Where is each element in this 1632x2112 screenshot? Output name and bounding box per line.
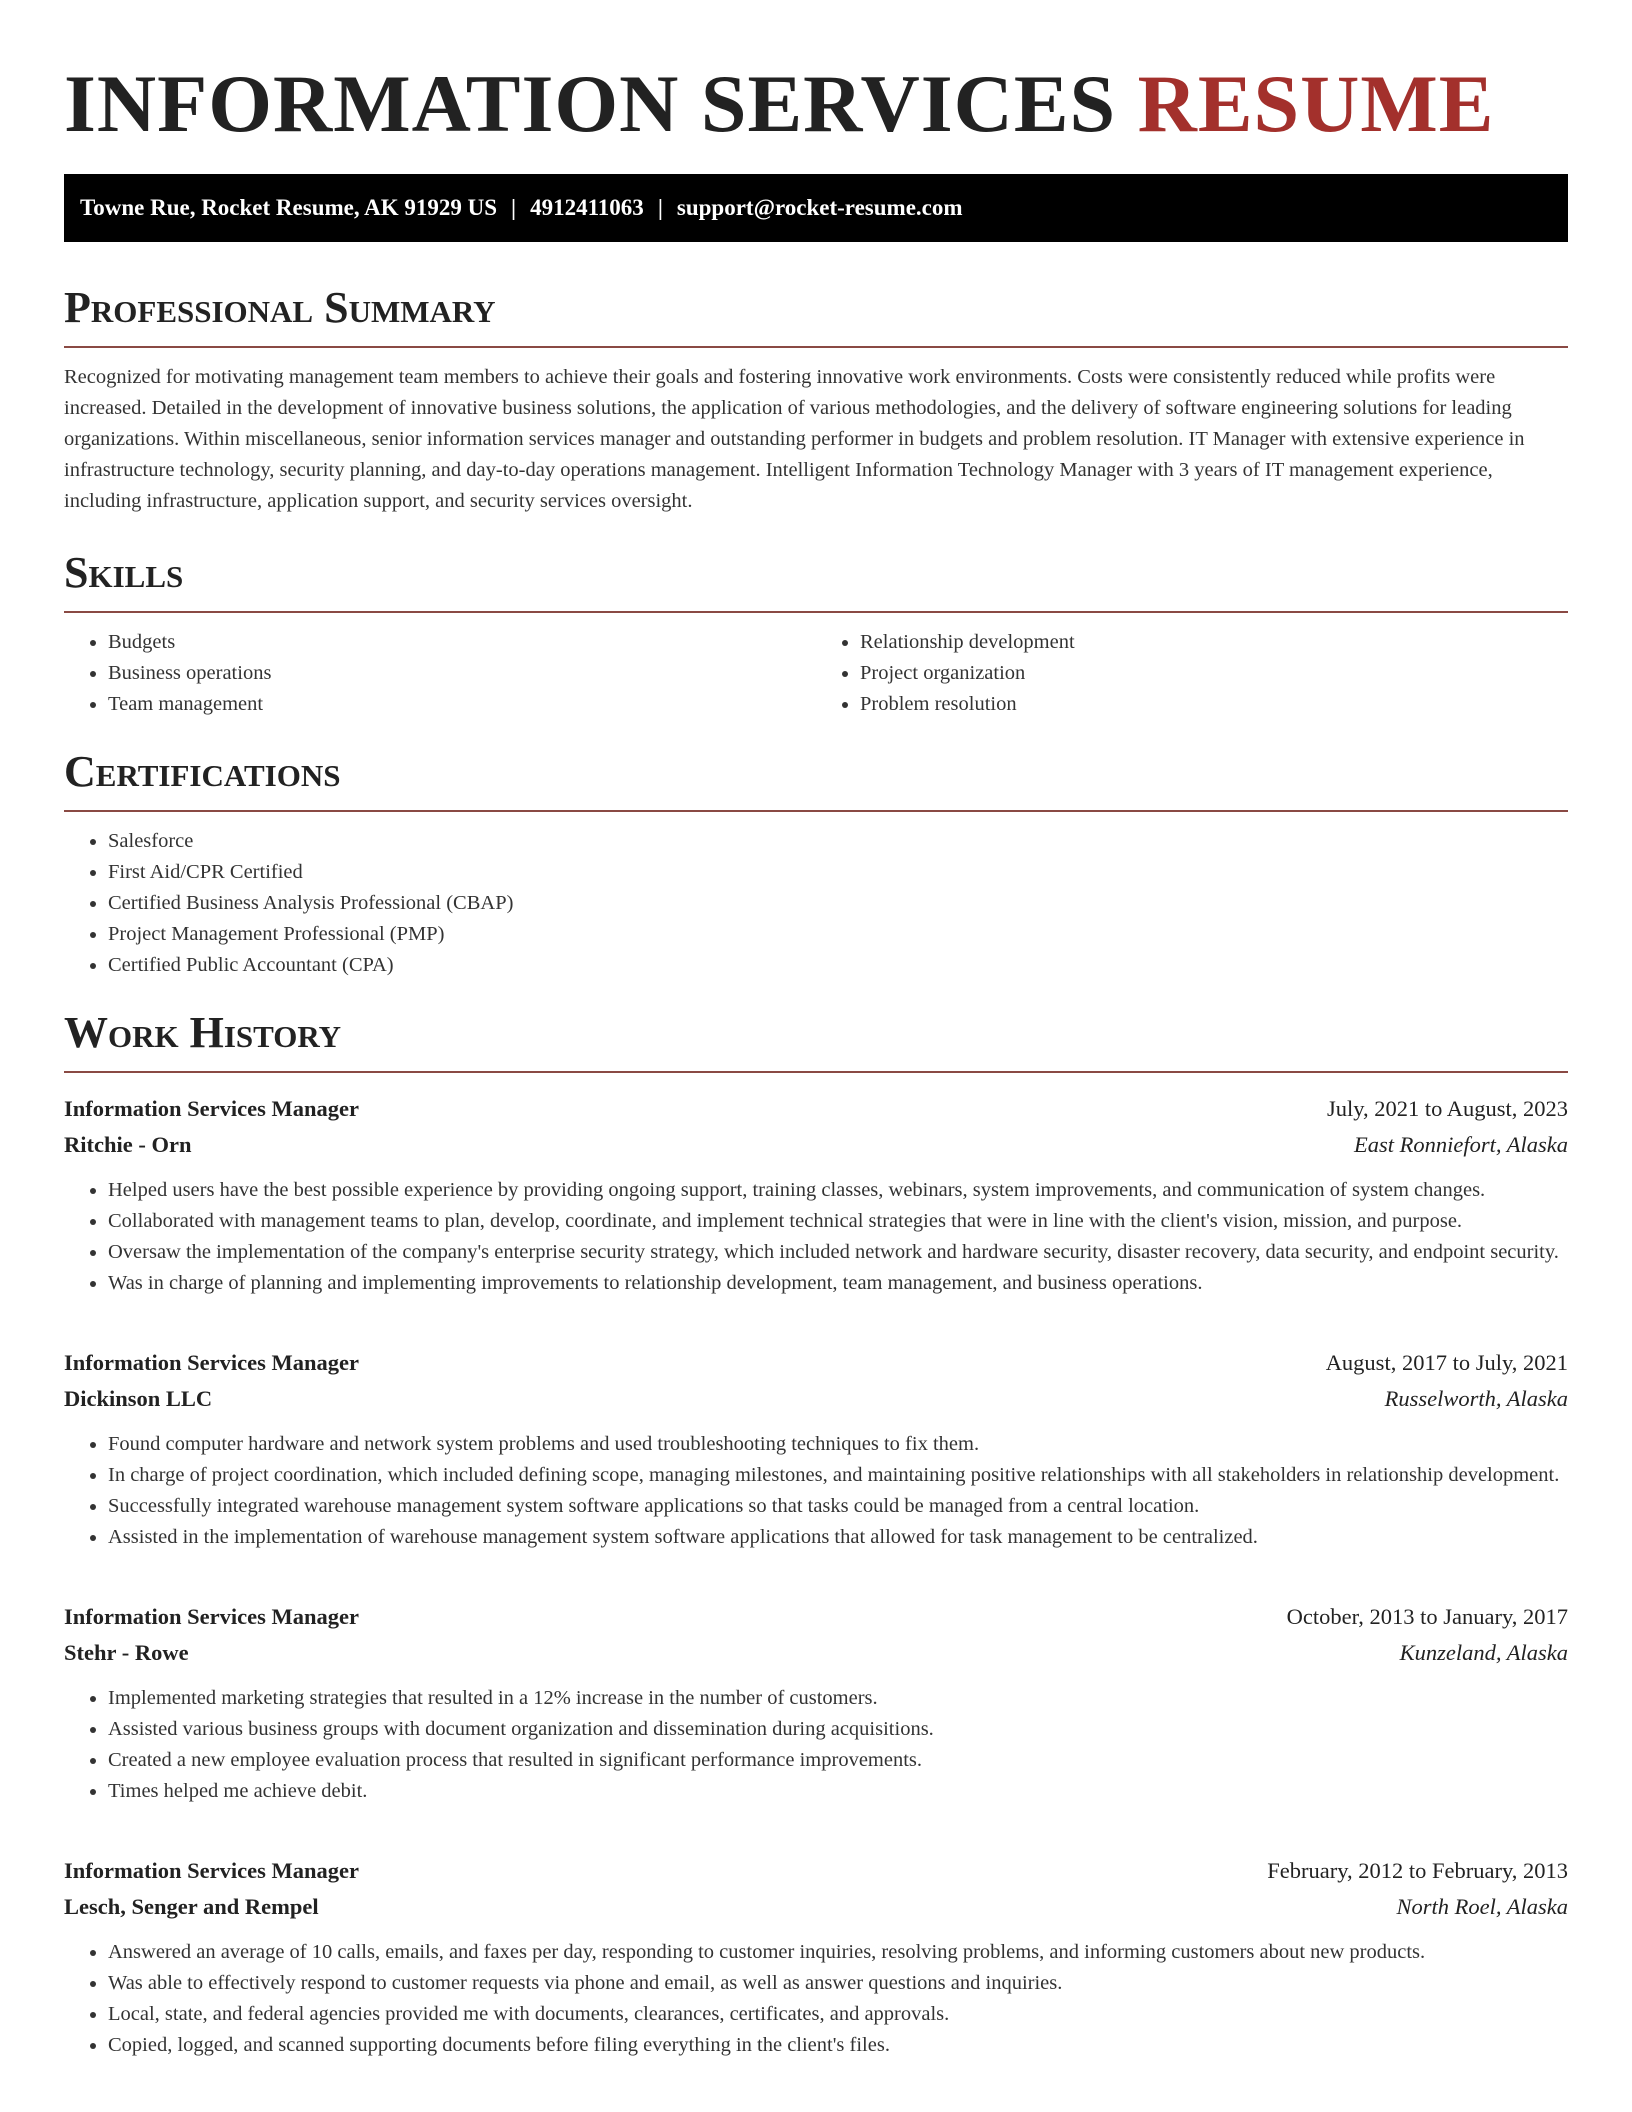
skill-item: • Budgets bbox=[108, 627, 816, 658]
job-bullet: • Was able to effectively respond to customer requests via phone and email, as well as answer questions and inquiries. bbox=[108, 1968, 1568, 1999]
job-bullets bbox=[64, 1175, 1568, 1299]
job-dates: October, 2013 to January, 2017 bbox=[1286, 1604, 1568, 1629]
job-dates: July, 2021 to August, 2023 bbox=[1326, 1096, 1568, 1121]
certification-item: • Certified Public Accountant (CPA) bbox=[108, 950, 1568, 981]
job-bullet: • Times helped me achieve debit. bbox=[108, 1776, 1568, 1807]
job-bullet: • Created a new employee evaluation process that resulted in significant performance improvements. bbox=[108, 1745, 1568, 1776]
job-bullet: • Oversaw the implementation of the company's enterprise security strategy, which included network and hardware security, disaster recovery, data security, and endpoint security. bbox=[108, 1237, 1568, 1268]
job-company: Lesch, Senger and Rempel bbox=[64, 1894, 319, 1919]
job-title: Information Services Manager bbox=[64, 1604, 359, 1629]
job-bullet: • Successfully integrated warehouse management system software applications so that tasks could be managed from a central location. bbox=[108, 1491, 1568, 1522]
job-title: Information Services Manager bbox=[64, 1096, 359, 1121]
job-bullet: • Local, state, and federal agencies provided me with documents, clearances, certificates, and approvals. bbox=[108, 1999, 1568, 2030]
certification-item: • Certified Business Analysis Professional (CBAP) bbox=[108, 888, 1568, 919]
summary-text: Recognized for motivating management team members to achieve their goals and fostering innovative work environments. Costs were consistently reduced while profits were increased. Detailed in the development of innovative business solutions, the application of various methodologies, and the delivery of software engineering solutions for leading organizations. Within miscellaneous, senior information services manager and outstanding performer in budgets and problem resolution. IT Manager with extensive experience in infrastructure technology, security planning, and day-to-day operations management. Intelligent Information Technology Manager with 3 years of IT management experience, including infrastructure, application support, and security services oversight. bbox=[64, 366, 1525, 512]
job-bullets bbox=[64, 1937, 1568, 2061]
job-location: East Ronniefort, Alaska bbox=[1354, 1132, 1568, 1157]
job-bullet: • Answered an average of 10 calls, emails, and faxes per day, responding to customer inquiries, resolving problems, and informing customers about new products. bbox=[108, 1937, 1568, 1968]
skills-column-left bbox=[64, 627, 816, 720]
certifications-list bbox=[64, 826, 1568, 981]
job-location: Russelworth, Alaska bbox=[1384, 1386, 1568, 1411]
job-location: North Roel, Alaska bbox=[1396, 1894, 1568, 1919]
title-main: INFORMATION SERVICES bbox=[64, 58, 1117, 149]
certification-item: • Salesforce bbox=[108, 826, 1568, 857]
job-company: Ritchie - Orn bbox=[64, 1132, 192, 1157]
skills-column-right bbox=[816, 627, 1568, 720]
contact-address: Towne Rue, Rocket Resume, AK 91929 US bbox=[80, 195, 497, 220]
job-title: Information Services Manager bbox=[64, 1350, 359, 1375]
certifications-heading: Certifications bbox=[64, 746, 1568, 812]
job-entry bbox=[64, 1853, 1568, 2061]
skills-list bbox=[64, 627, 1568, 720]
job-bullet: • Assisted in the implementation of warehouse management system software applications that allowed for task management to be centralized. bbox=[108, 1522, 1568, 1553]
job-company: Stehr - Rowe bbox=[64, 1640, 189, 1665]
certification-item: • First Aid/CPR Certified bbox=[108, 857, 1568, 888]
job-bullet: • In charge of project coordination, which included defining scope, managing milestones, and maintaining positive relationships with all stakeholders in relationship development. bbox=[108, 1460, 1568, 1491]
contact-bar bbox=[64, 174, 1568, 242]
skill-item: • Relationship development bbox=[860, 627, 1568, 658]
job-bullets bbox=[64, 1429, 1568, 1553]
job-entry bbox=[64, 1345, 1568, 1553]
job-dates: August, 2017 to July, 2021 bbox=[1325, 1350, 1568, 1375]
page-title bbox=[64, 0, 1568, 150]
job-entry bbox=[64, 1091, 1568, 1299]
job-bullets bbox=[64, 1683, 1568, 1807]
job-bullet: • Assisted various business groups with document organization and dissemination during acquisitions. bbox=[108, 1714, 1568, 1745]
summary-heading: Professional Summary bbox=[64, 282, 1568, 348]
skill-item: • Project organization bbox=[860, 658, 1568, 689]
contact-separator: | bbox=[511, 195, 517, 220]
job-title: Information Services Manager bbox=[64, 1858, 359, 1883]
job-location: Kunzeland, Alaska bbox=[1399, 1640, 1568, 1665]
job-bullet: • Helped users have the best possible experience by providing ongoing support, training classes, webinars, system improvements, and communication of system changes. bbox=[108, 1175, 1568, 1206]
job-bullet: • Found computer hardware and network system problems and used troubleshooting techniques to fix them. bbox=[108, 1429, 1568, 1460]
job-bullet: • Implemented marketing strategies that resulted in a 12% increase in the number of customers. bbox=[108, 1683, 1568, 1714]
skills-heading: Skills bbox=[64, 547, 1568, 613]
skill-item: • Problem resolution bbox=[860, 689, 1568, 720]
contact-email: support@rocket-resume.com bbox=[676, 195, 963, 220]
work-history-heading: Work History bbox=[64, 1007, 1568, 1073]
job-bullet: • Was in charge of planning and implementing improvements to relationship development, team management, and business operations. bbox=[108, 1268, 1568, 1299]
skill-item: • Team management bbox=[108, 689, 816, 720]
contact-phone: 4912411063 bbox=[530, 195, 644, 220]
job-bullet: • Collaborated with management teams to plan, develop, coordinate, and implement technical strategies that were in line with the client's vision, mission, and purpose. bbox=[108, 1206, 1568, 1237]
title-accent: RESUME bbox=[1137, 58, 1495, 149]
contact-separator: | bbox=[657, 195, 663, 220]
job-entry bbox=[64, 1599, 1568, 1807]
job-company: Dickinson LLC bbox=[64, 1386, 213, 1411]
certification-item: • Project Management Professional (PMP) bbox=[108, 919, 1568, 950]
skill-item: • Business operations bbox=[108, 658, 816, 689]
job-bullet: • Copied, logged, and scanned supporting documents before filing everything in the client's files. bbox=[108, 2030, 1568, 2061]
job-dates: February, 2012 to February, 2013 bbox=[1267, 1858, 1568, 1883]
